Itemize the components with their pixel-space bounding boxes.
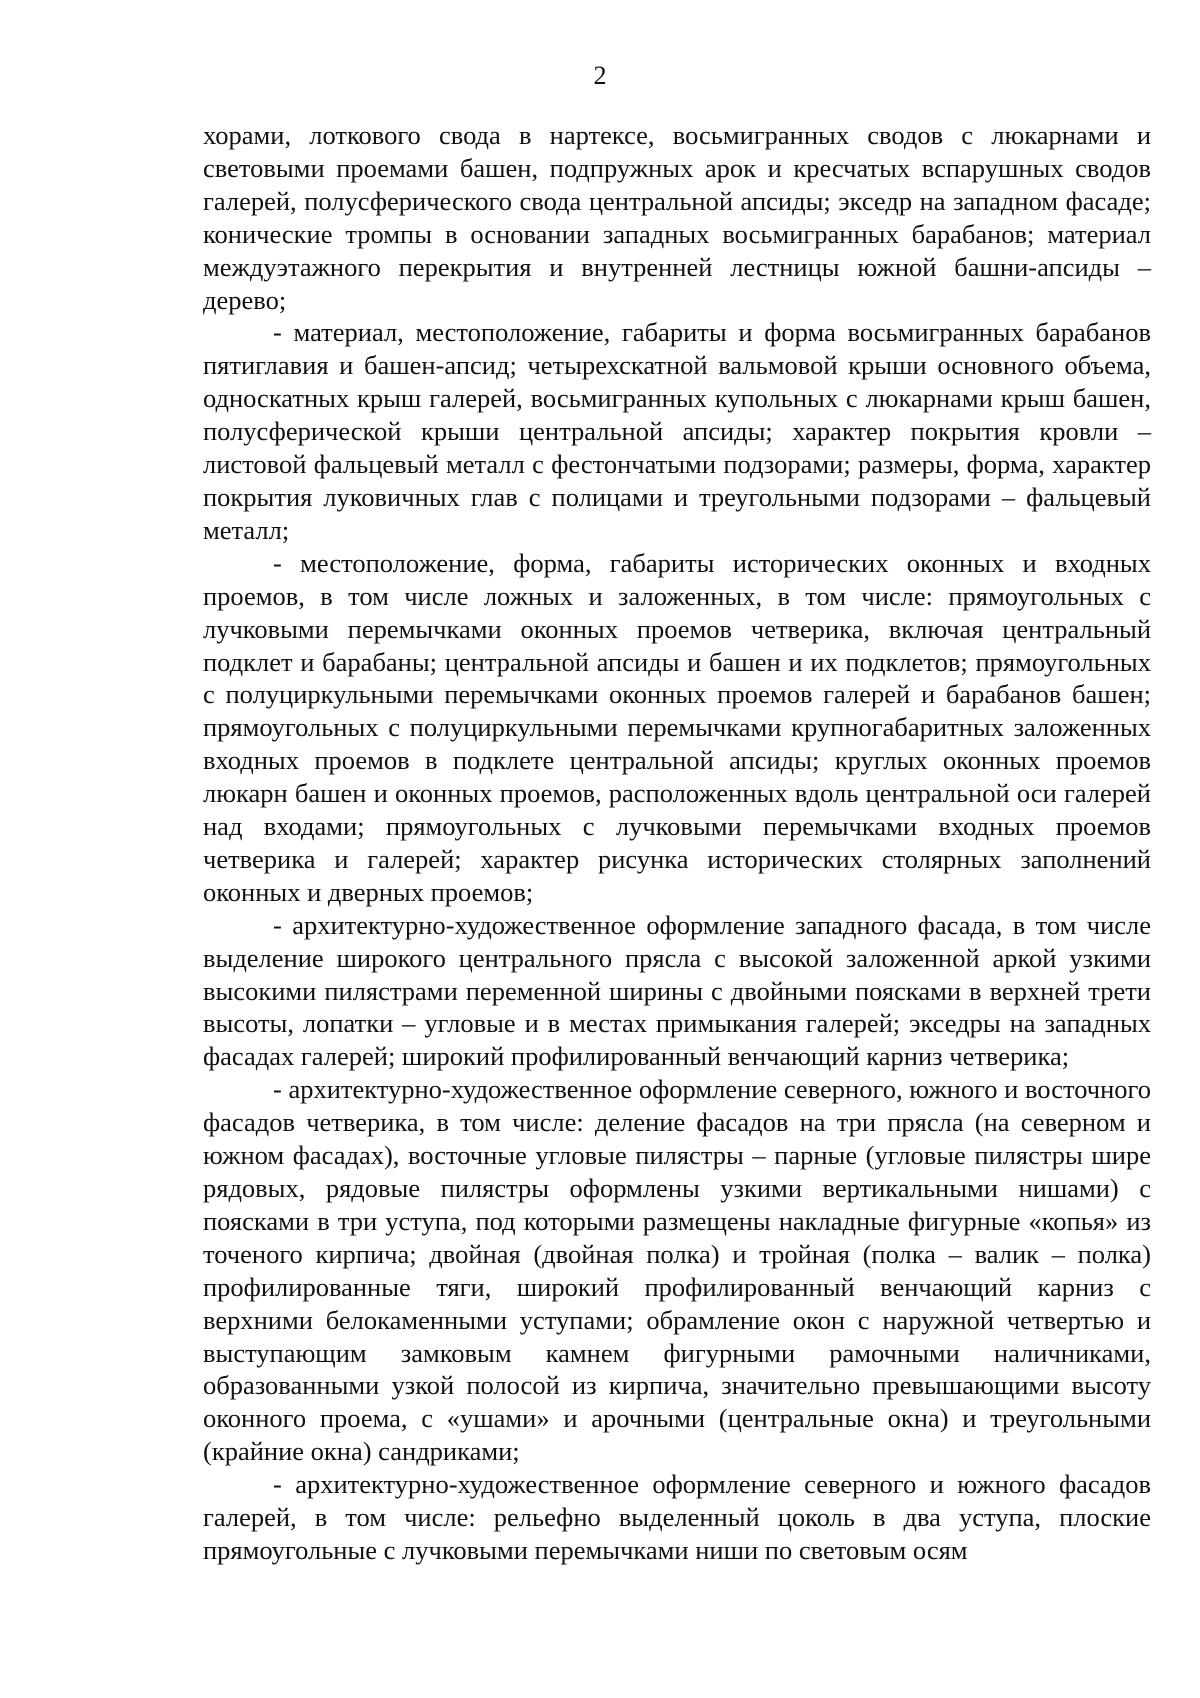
document-body xyxy=(203,119,1151,1567)
paragraph-continuation: хорами, лоткового свода в нартексе, восьмигранных сводов с люкарнами и световыми проемами башен, подпружных арок и кресчатых вспарушных сводов галерей, полусферического свода центральной апсиды; экседр на западном фасаде; конические тромпы в основании западных восьмигранных барабанов; материал междуэтажного перекрытия и внутренней лестницы южной башни-апсиды – дерево; xyxy=(203,120,1151,315)
paragraph-openings: - местоположение, форма, габариты исторических оконных и входных проемов, в том числе ложных и заложенных, в том числе: прямоугольных с лучковыми перемычками оконных проемов четверика, включая центральный подклет и барабаны; центральной апсиды и башен и их подклетов; прямоугольных с полуциркульными перемычками оконных проемов галерей и барабанов башен; прямоугольных с полуциркульными перемычками крупногабаритных заложенных входных проемов в подклете центральной апсиды; круглых оконных проемов люкарн башен и оконных проемов, расположенных вдоль центральной оси галерей над входами; прямоугольных с лучковыми перемычками входных проемов четверика и галерей; характер рисунка исторических столярных заполнений оконных и дверных проемов; xyxy=(203,547,1151,907)
page-number: 2 xyxy=(593,61,607,90)
paragraph-roofs: - материал, местоположение, габариты и форма восьмигранных барабанов пятиглавия и башен-апсид; четырехскатной вальмовой крыши основного объема, односкатных крыш галерей, восьмигранных купольных с люкарнами крыш башен, полусферической крыши центральной апсиды; характер покрытия кровли – листовой фальцевый металл с фестончатыми подзорами; размеры, форма, характер покрытия луковичных глав с полицами и треугольными подзорами – фальцевый металл; xyxy=(203,317,1151,545)
paragraph-gallery-facades: - архитектурно-художественное оформление северного и южного фасадов галерей, в том числе: рельефно выделенный цоколь в два уступа, плоские прямоугольные с лучковыми перемычками ниши по световым осям xyxy=(203,1469,1151,1565)
paragraph-west-facade: - архитектурно-художественное оформление западного фасада, в том числе выделение широкого центрального прясла с высокой заложенной аркой узкими высокими пилястрами переменной ширины с двойными поясками в верхней трети высоты, лопатки – угловые и в местах примыкания галерей; экседры на западных фасадах галерей; широкий профилированный венчающий карниз четверика; xyxy=(203,909,1151,1072)
paragraph-chetverik-facades: - архитектурно-художественное оформление северного, южного и восточного фасадов четверика, в том числе: деление фасадов на три прясла (на северном и южном фасадах), восточные угловые пилястры – парные (угловые пилястры шире рядовых, рядовые пилястры оформлены узкими вертикальными нишами) с поясками в три уступа, под которыми размещены накладные фигурные «копья» из точеного кирпича; двойная (двойная полка) и тройная (полка – валик – полка) профилированные тяги, широкий профилированный венчающий карниз с верхними белокаменными уступами; обрамление окон с наружной четвертью и выступающим замковым камнем фигурными рамочными наличниками, образованными узкой полосой из кирпича, значительно превышающими высоту оконного проема, с «ушами» и арочными (центральные окна) и треугольными (крайние окна) сандриками; xyxy=(203,1074,1151,1467)
